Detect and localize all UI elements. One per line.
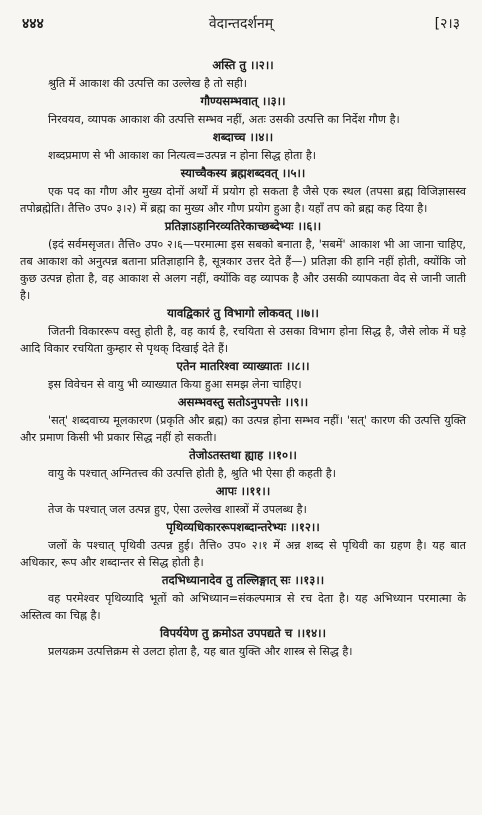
commentary-paragraph: (इदं सर्वमसृजत। तैत्ति० उप० २।६—परमात्मा इस सबको बनाता है, 'सबमें' आकाश भी आ जाना चाहिए, तब आकाश को अनुत्पन्न बताना प्रतिज्ञाहानि है, सूत्रकार उत्तर देते हैं—) प्रतिज्ञा की हानि नहीं होती, क्योंकि जो कुछ उत्पन्न होता है, वह आकाश से अलग नहीं, क्योंकि वह व्यापक है और उसकी व्यापकता वेद से जानी जाती है। [20, 238, 466, 302]
sutra-heading: प्रतिज्ञाऽहानिरव्यतिरेकाच्छब्देभ्यः ।।६।। [164, 219, 322, 233]
commentary-paragraph: तेज के पश्चात् जल उत्पन्न हुए, ऐसा उल्लेख शास्त्रों में उपलब्ध है। [48, 503, 307, 516]
running-header [22, 14, 460, 36]
page-body [20, 56, 466, 660]
page-number: ४४४ [22, 16, 44, 32]
sutra-heading: असम्भवस्तु सतोऽनुपपत्तेः ।।९।। [177, 395, 309, 409]
commentary-paragraph: 'सत्' शब्दवाच्य मूलकारण (प्रकृति और ब्रह्म) का उत्पन्न होना सम्भव नहीं। 'सत्' कारण की उत्पत्ति युक्ति और प्रमाण किसी भी प्रकार सिद्ध नहीं हो सकती। [20, 414, 466, 444]
commentary-paragraph: जितनी विकाररूप वस्तु होती है, वह कार्य है, रचयिता से उसका विभाग होना सिद्ध है, जैसे लोक में घड़े आदि विकार रचयिता कुम्हार से पृथक् दिखाई देते हैं। [20, 325, 466, 355]
sutra-heading: शब्दाच्च ।।४।। [212, 130, 274, 144]
book-title: वेदान्तदर्शनम् [208, 16, 274, 32]
commentary-paragraph: प्रलयक्रम उत्पत्तिक्रम से उलटा होता है, यह बात युक्ति और शास्त्र से सिद्ध है। [48, 645, 353, 658]
sutra-heading: एतेन मातरिश्वा व्याख्यातः ।।८।। [176, 359, 310, 373]
commentary-paragraph: वह परमेश्वर पृथिव्यादि भूतों को अभिध्यान=संकल्पमात्र से रच देता है। यह अभिध्यान परमात्मा के अस्तित्व का चिह्न है। [20, 592, 466, 622]
commentary-paragraph: श्रुति में आकाश की उत्पत्ति का उल्लेख है तो सही। [48, 77, 247, 90]
section-reference: [२।३ [434, 16, 460, 32]
sutra-heading: गौण्यसम्भवात् ।।३।। [200, 94, 286, 108]
sutra-heading: आपः ।।११।। [215, 484, 271, 498]
sutra-heading: तदभिध्यानादेव तु तल्लिङ्गात् सः ।।१३।। [161, 573, 325, 587]
sutra-heading: स्याच्चैकस्य ब्रह्मशब्दवत् ।।५।। [180, 166, 306, 180]
commentary-paragraph: एक पद का गौण और मुख्य दोनों अर्थों में प्रयोग हो सकता है जैसे एक स्थल (तपसा ब्रह्म विजिज्ञासस्व तपोब्रह्मेति। तैत्ति० उप० ३।२) में ब्रह्म का मुख्य और गौण प्रयोग हुआ है। यहाँ तप को ब्रह्म कह दिया है। [20, 185, 466, 215]
commentary-paragraph: इस विवेचन से वायु भी व्याख्यात किया हुआ समझ लेना चाहिए। [48, 378, 302, 391]
sutra-heading: पृथिव्यधिकाररूपशब्दान्तरेभ्यः ।।१२।। [166, 520, 320, 534]
sutra-heading: विपर्ययेण तु क्रमोऽत उपपद्यते च ।।१४।। [160, 626, 326, 640]
commentary-paragraph: निरवयव, व्यापक आकाश की उत्पत्ति सम्भव नहीं, अतः उसकी उत्पत्ति का निर्देश गौण है। [48, 113, 400, 126]
sutra-heading: तेजोऽतस्तथा ह्याह ।।१०।। [189, 448, 297, 462]
commentary-paragraph: जलों के पश्चात् पृथिवी उत्पन्न हुई। तैत्ति० उप० २।१ में अन्न शब्द से पृथिवी का ग्रहण है। यह बात अधिकार, रूप और शब्दान्तर से सिद्ध होती है। [20, 539, 466, 569]
commentary-paragraph: वायु के पश्चात् अग्नितत्त्व की उत्पत्ति होती है, श्रुति भी ऐसा ही कहती है। [48, 467, 336, 480]
commentary-paragraph: शब्दप्रमाण से भी आकाश का नित्यत्व=उत्पन्न न होना सिद्ध होता है। [48, 149, 317, 162]
sutra-heading: यावद्विकारं तु विभागो लोकवत् ।।७।। [167, 306, 319, 320]
sutra-heading: अस्ति तु ।।२।। [212, 58, 274, 72]
